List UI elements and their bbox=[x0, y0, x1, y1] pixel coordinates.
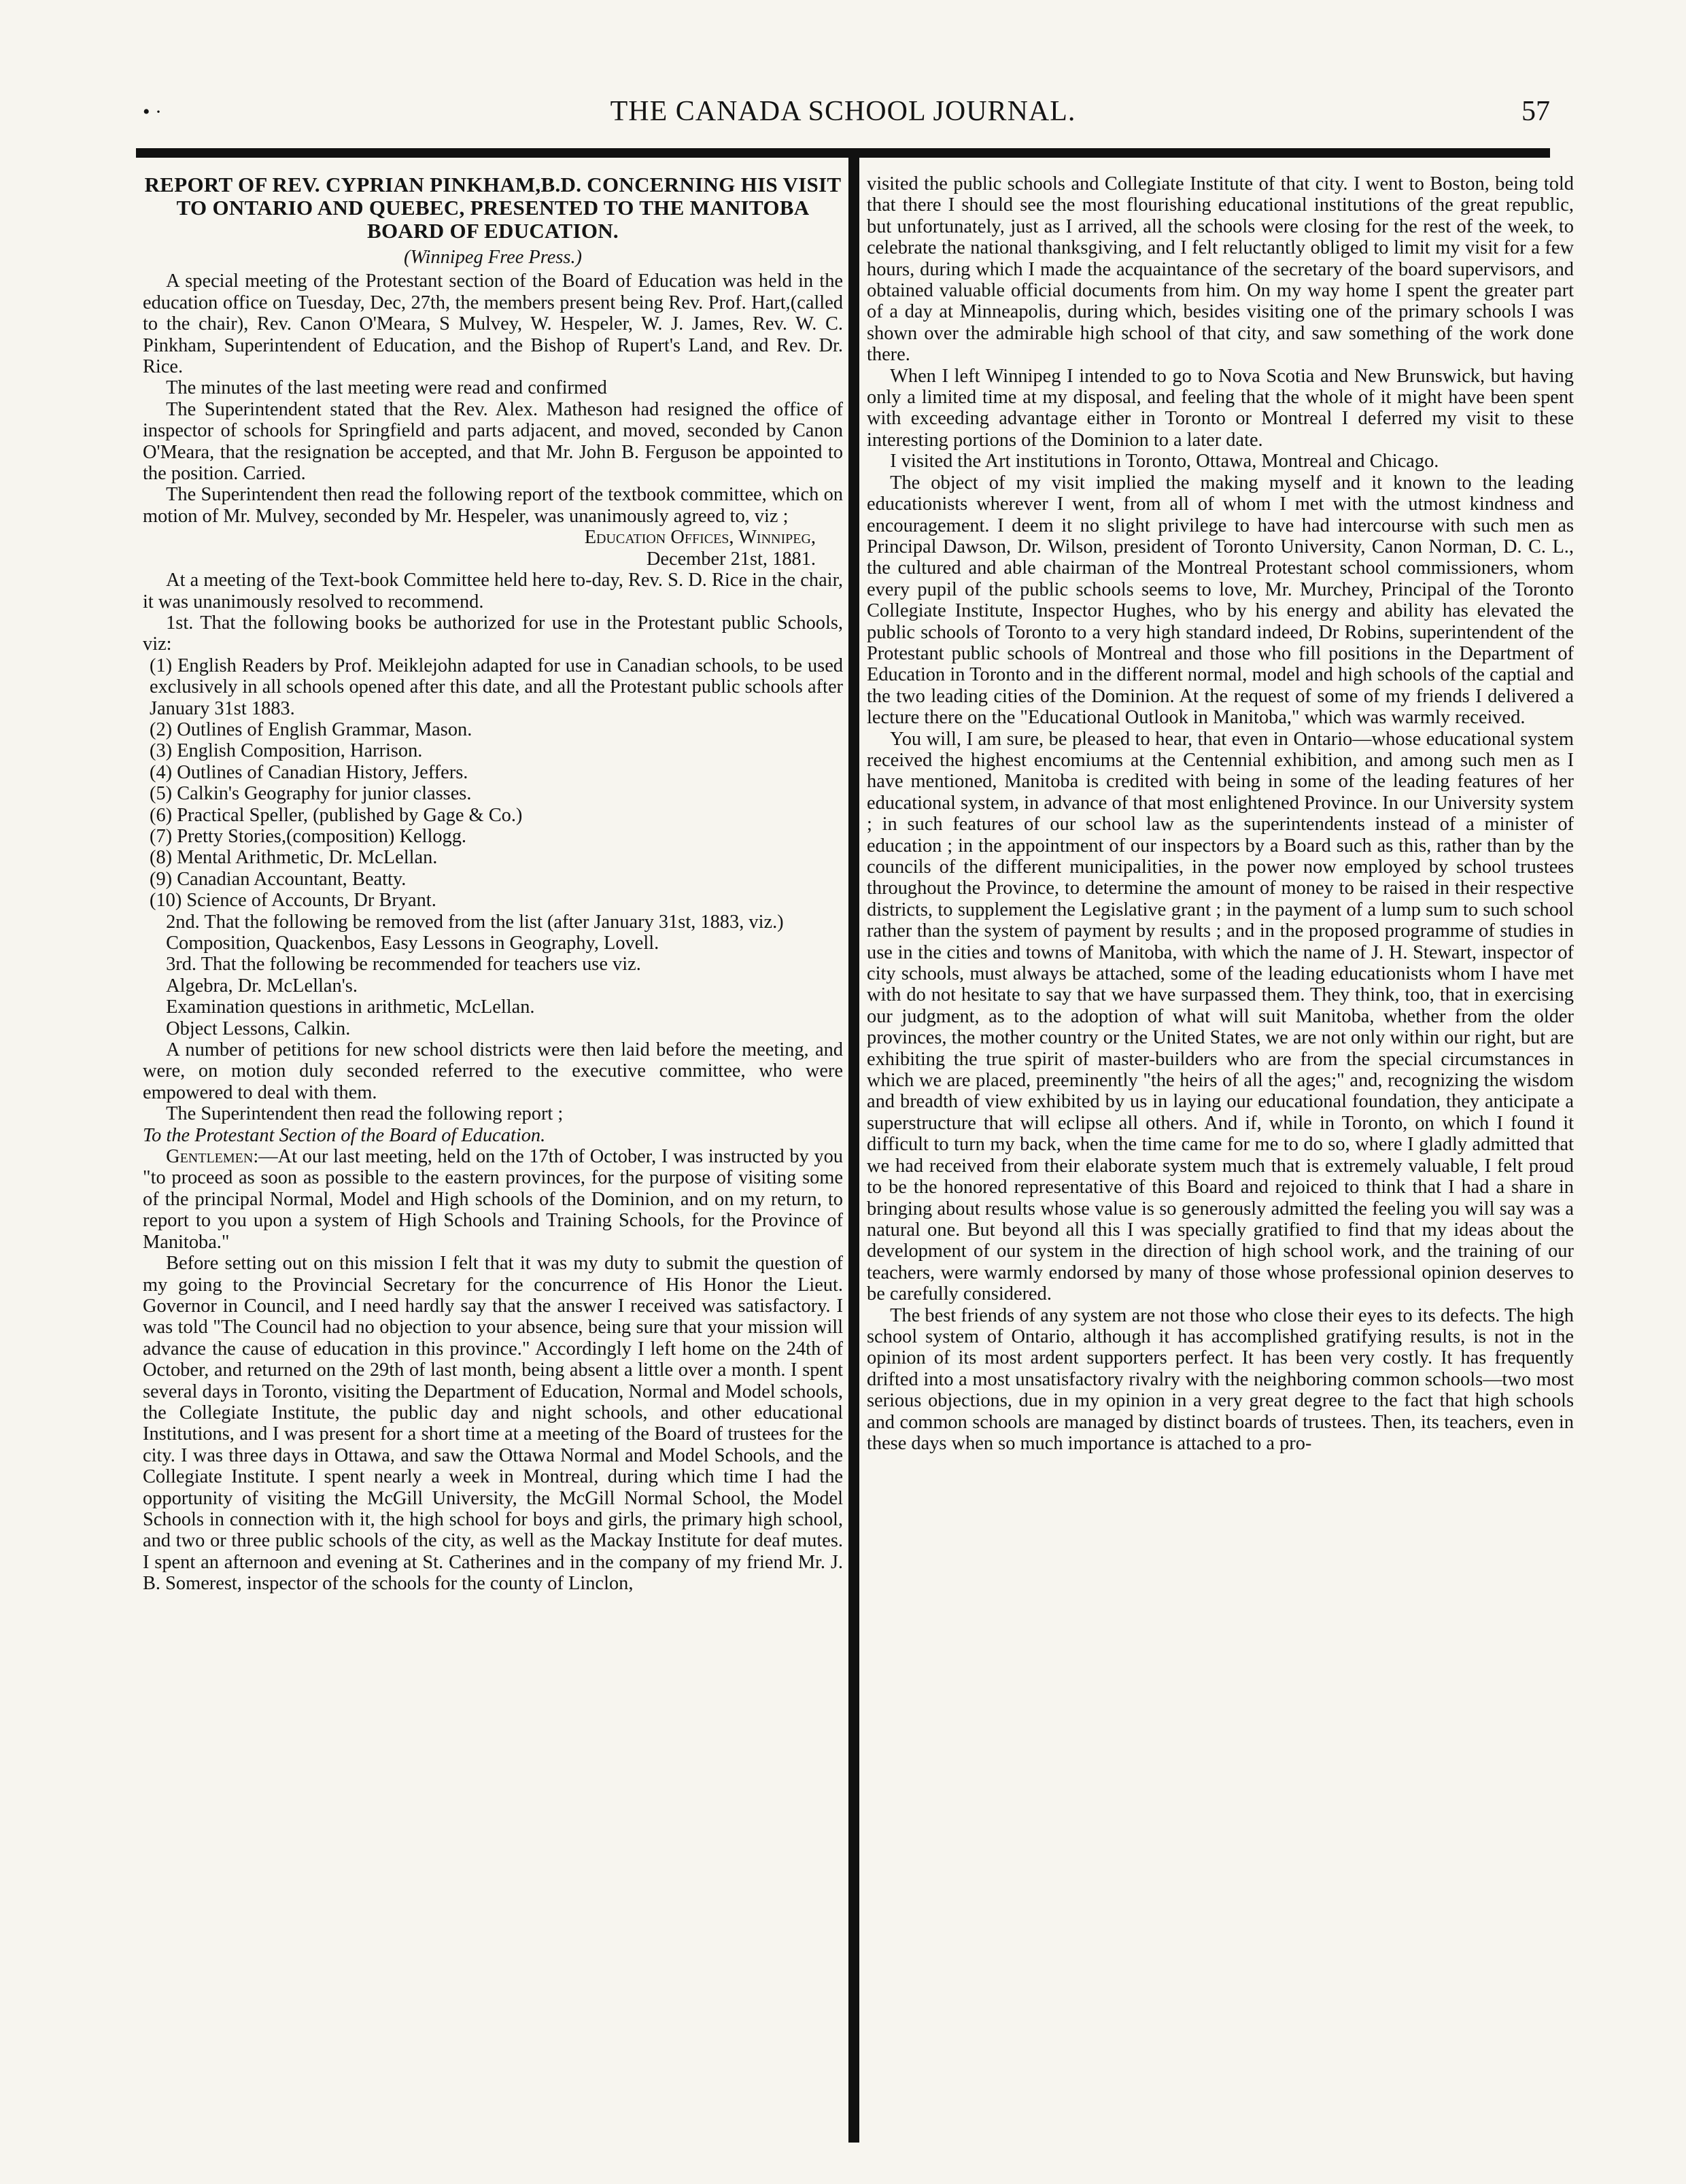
list-item: (4) Outlines of Canadian History, Jeffers. bbox=[150, 761, 468, 783]
header-marks: • · bbox=[143, 101, 162, 123]
paragraph: Composition, Quackenbos, Easy Lessons in Geography, Lovell. bbox=[166, 933, 659, 954]
running-header bbox=[136, 95, 1550, 143]
header-rule bbox=[136, 148, 1550, 158]
paragraph: 3rd. That the following be recommended for teachers use viz. bbox=[166, 954, 641, 975]
list-item: (10) Science of Accounts, Dr Bryant. bbox=[150, 890, 436, 912]
paragraph: Examination questions in arithmetic, McLellan. bbox=[166, 996, 535, 1018]
paragraph: The object of my visit implied the making myself and it known to the leading educationists wherever I went, from all of whom I met with the utmost kindness and encouragement. I deem it no slight privilege to have had intercourse with such men as Principal Dawson, Dr. Wilson, president of Toronto University, Canon Norman, D. C. L., the cultured and able chairman of the Montreal Protestant school commissioners, whom every pupil of the public schools seems to love, Mr. Murchey, Principal of the Toronto Collegiate Institute, Inspector Hughes, who by his energy and ability has elevated the public schools of Toronto to a very high standard indeed, Dr Robins, superintendent of the Protestant public schools of Montreal and those who fill positions in the Department of Education in Toronto and in the different normal, model and high schools of the captial and the two leading cities of the Dominion. At the request of some of my friends I delivered a lecture there on the "Educational Outlook in Manitoba," which was warmly received. bbox=[867, 472, 1574, 729]
column-divider bbox=[848, 158, 859, 2143]
book-list bbox=[143, 655, 843, 912]
paragraph: The Superintendent then read the following report of the textbook committee, which on motion of Mr. Mulvey, seconded by Mr. Hespeler, was unanimously agreed to, viz ; bbox=[143, 484, 843, 527]
paragraph: The minutes of the last meeting were read and confirmed bbox=[166, 377, 607, 399]
list-item: (9) Canadian Accountant, Beatty. bbox=[150, 868, 407, 890]
list-item: (7) Pretty Stories,(composition) Kellogg. bbox=[150, 825, 467, 847]
paragraph: I visited the Art institutions in Toronto, Ottawa, Montreal and Chicago. bbox=[890, 451, 1439, 472]
paragraph: visited the public schools and Collegiate Institute of that city. I went to Boston, being told that there I should see the most flourishing educational institutions of the great republic, but unfortunately, just as I arrived, all the schools were closing for the rest of the week, to celebrate the national thanksgiving, and I felt reluctantly obliged to limit my visit for a few hours, during which I made the acquaintance of the secretary of the board supervisors, and obtained valuable official documents from him. On my way home I spent the greater part of a day at Minneapolis, during which, besides visiting one of the primary schools I was shown over the admirable high school of that city, and saw something of the work done there. bbox=[867, 173, 1574, 366]
paragraph: 1st. That the following books be authorized for use in the Protestant public Schools, viz: bbox=[143, 612, 843, 655]
letter-address bbox=[143, 527, 843, 570]
paragraph: A number of petitions for new school districts were then laid before the meeting, and were, on motion duly seconded referred to the executive committee, who were empowered to deal with them. bbox=[143, 1039, 843, 1103]
page-number: 57 bbox=[1521, 96, 1550, 127]
paragraph: When I left Winnipeg I intended to go to Nova Scotia and New Brunswick, but having only a limited time at my disposal, and feeling that the whole of it might have been spent with exceeding advantage either in Toronto or Montreal I deferred my visit to these interesting portions of the Dominion to a later date. bbox=[867, 365, 1574, 451]
paragraph: Algebra, Dr. McLellan's. bbox=[166, 975, 358, 996]
paragraph bbox=[143, 1146, 843, 1253]
list-item: (3) English Composition, Harrison. bbox=[150, 740, 423, 762]
address-line: Education Offices, Winnipeg, bbox=[584, 527, 816, 549]
list-item: (2) Outlines of English Grammar, Mason. bbox=[150, 718, 472, 740]
list-item: (5) Calkin's Geography for junior classes. bbox=[150, 783, 472, 805]
address-date: December 21st, 1881. bbox=[646, 548, 816, 570]
paragraph: At a meeting of the Text-book Committee held here to-day, Rev. S. D. Rice in the chair, it was unanimously resolved to recommend. bbox=[143, 570, 843, 612]
list-item: (8) Mental Arithmetic, Dr. McLellan. bbox=[150, 847, 438, 869]
list-item: (1) English Readers by Prof. Meiklejohn adapted for use in Canadian schools, to be used exclusively in all schools opened after this date, and all the Protestant public schools after January 31st 1883. bbox=[150, 655, 843, 719]
article-source: (Winnipeg Free Press.) bbox=[403, 247, 583, 268]
paragraph: Object Lessons, Calkin. bbox=[166, 1018, 351, 1039]
article-heading: REPORT OF REV. CYPRIAN PINKHAM,B.D. CONCERNING HIS VISIT TO ONTARIO AND QUEBEC, PRESENTED TO THE MANITOBA BOARD OF EDUCATION. bbox=[144, 173, 842, 243]
paragraph: The Superintendent stated that the Rev. Alex. Matheson had resigned the office of inspector of schools for Springfield and parts adjacent, and moved, seconded by Canon O'Meara, that the resignation be accepted, and that Mr. John B. Ferguson be appointed to the position. Carried. bbox=[143, 398, 843, 485]
left-column bbox=[143, 173, 843, 2145]
salutation-text: :—At our last meeting, held on the 17th of October, I was instructed by you "to proceed as soon as possible to the eastern provinces, for the purpose of visiting some of the principal Normal, Model and High schools of the Dominion, and on my return, to report to you upon a system of High Schools and Training Schools, for the Province of Manitoba." bbox=[143, 1146, 843, 1253]
journal-title: THE CANADA SCHOOL JOURNAL. bbox=[610, 96, 1076, 127]
paragraph: You will, I am sure, be pleased to hear, that even in Ontario—whose educational system received the highest encomiums at the Centennial exhibition, and among such men as I have mentioned, Manitoba is credited with being in some of the leading features of her educational system, in advance of that most enlightened Province. In our University system ; in such features of our school law as the superintendents instead of a minister of education ; in the appointment of our inspectors by a Board such as this, rather than by the councils of the different municipalities, in the power now employed by school trustees throughout the Province, to determine the amount of money to be raised in their respective districts, to supplement the Legislative grant ; in the payment of a lump sum to such school rather than the system of payment by results ; and in the proposed programme of studies in use in the cities and towns of Manitoba, with which the name of J. H. Stewart, inspector of city schools, must always be attached, some of the leading educationists whom I have met with do not hesitate to say that we have surpassed them. They think, too, that in exercising our judgment, as to the adoption of what will suit Manitoba, whether from the older provinces, the mother country or the United States, we are not only within our right, but are exhibiting the true spirit of master-builders who are from the special circumstances in which we are placed, preeminently "the heirs of all the ages;" and, recognizing the wisdom and breadth of view exhibited by us in laying our educational foundation, they anticipate a superstructure that will eclipse all others. And if, while in Toronto, on which I found it difficult to turn my back, when the time came for me to do so, where I gladly admitted that we had received from their elaborate system much that is extremely valuable, I felt proud to be the honored representative of this Board and rejoiced to think that I had a share in bringing about results whose value is so generously admitted the feeling you will say was a natural one. But beyond all this I was specially gratified to find that my ideas about the development of our system in the direction of high school work, and the training of our teachers, were warmly endorsed by many of those whose professional opinion deserves to be carefully considered. bbox=[867, 728, 1574, 1305]
list-item: (6) Practical Speller, (published by Gage & Co.) bbox=[150, 804, 523, 826]
salutation: Gentlemen bbox=[166, 1146, 254, 1168]
report-addressee: To the Protestant Section of the Board of Education. bbox=[143, 1124, 546, 1146]
paragraph: Before setting out on this mission I felt that it was my duty to submit the question of my going to the Provincial Secretary for the concurrence of His Honor the Lieut. Governor in Council, and I need hardly say that the answer I received was satisfactory. I was told "The Council had no objection to your absence, being sure that your mission will advance the cause of education in this province." Accordingly I left home on the 24th of October, and returned on the 29th of last month, being absent a little over a month. I spent several days in Toronto, visiting the Department of Education, Normal and Model schools, the Collegiate Institute, the public day and night schools, and other educational Institutions, and I was present for a short time at a meeting of the Board of trustees for the city. I was three days in Ottawa, and saw the Ottawa Normal and Model Schools, and the Collegiate Institute. I spent nearly a week in Montreal, during which time I had the opportunity of visiting the McGill University, the McGill Normal School, the Model Schools in connection with it, the high school for boys and girls, the primary high school, and two or three public schools of the city, as well as the Mackay Institute for deaf mutes. I spent an afternoon and evening at St. Catherines and in the company of my friend Mr. J. B. Somerest, inspector of the schools for the county of Linclon, bbox=[143, 1253, 843, 1595]
paragraph: A special meeting of the Protestant section of the Board of Education was held in the education office on Tuesday, Dec, 27th, the members present being Rev. Prof. Hart,(called to the chair), Rev. Canon O'Meara, S Mulvey, W. Hespeler, W. J. James, Rev. W. C. Pinkham, Superintendent of Education, and the Bishop of Rupert's Land, and Rev. Dr. Rice. bbox=[143, 271, 843, 378]
paragraph: The best friends of any system are not those who close their eyes to its defects. The high school system of Ontario, although it has accomplished gratifying results, is not in the opinion of its most ardent supporters perfect. It has been very costly. It has frequently drifted into a most unsatisfactory rivalry with the neighboring common schools—two most serious objections, due in my opinion in a very great degree to the fact that high schools and common schools are managed by distinct boards of trustees. Then, its teachers, even in these days when so much importance is attached to a pro- bbox=[867, 1304, 1574, 1454]
paragraph: The Superintendent then read the following report ; bbox=[166, 1103, 564, 1125]
paragraph: 2nd. That the following be removed from the list (after January 31st, 1883, viz.) bbox=[166, 911, 784, 933]
right-column bbox=[867, 173, 1574, 2145]
